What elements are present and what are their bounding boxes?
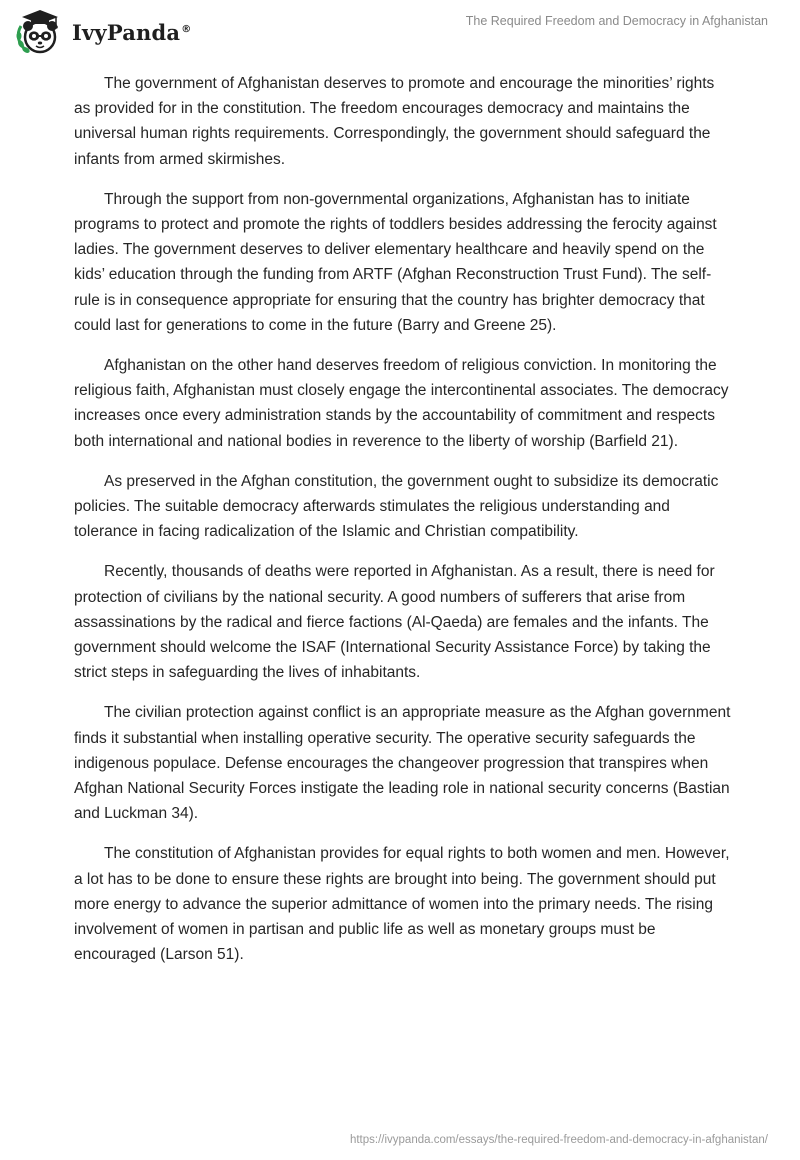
panda-graduate-icon (14, 6, 66, 58)
paragraph: The constitution of Afghanistan provides for equal rights to both women and men. However, a lot has to be done to ensure these rights are brought into being. The government should put more energy to advance the superior admittance of women into the primary needs. The rising involvement of women in partisan and public life as well as monetary groups must be encouraged (Larson 51). (74, 845, 730, 964)
paragraph: The government of Afghanistan deserves to promote and encourage the minorities’ rights as provided for in the constitution. The freedom encourages democracy and maintains the universal human rights requirements. Correspondingly, the government should safeguard the infants from armed skirmishes. (74, 75, 715, 168)
paragraph: Afghanistan on the other hand deserves freedom of religious conviction. In monitoring the religious faith, Afghanistan must closely engage the intercontinental associates. The democracy increases once every administration stands by the accountability of commitment and respects both international and national bodies in reverence to the liberty of worship (Barfield 21). (74, 357, 729, 450)
paragraph: The civilian protection against conflict is an appropriate measure as the Afghan government finds it substantial when installing operative security. The operative security safeguards the indigenous populace. Defense encourages the changeover progression that transpires when Afghan National Security Forces instigate the leading role in national security concerns (Bastian and Luckman 34). (74, 704, 731, 823)
page-header (0, 0, 800, 60)
source-url[interactable]: https://ivypanda.com/essays/the-required-freedom-and-democracy-in-afghanistan/ (349, 1134, 768, 1146)
registered-mark: ® (181, 23, 192, 35)
brand-name-text: IvyPanda (72, 19, 181, 45)
paragraph: As preserved in the Afghan constitution, the government ought to subsidize its democratic policies. The suitable democracy afterwards stimulates the religious understanding and tolerance in facing radicalization of the Islamic and Christian compatibility. (74, 472, 719, 541)
brand-logo[interactable] (14, 6, 191, 58)
brand-name (72, 20, 191, 45)
document-title: The Required Freedom and Democracy in Afghanistan (465, 14, 768, 28)
essay-body (74, 71, 734, 983)
paragraph: Recently, thousands of deaths were reported in Afghanistan. As a result, there is need for protection of civilians by the national security. A good numbers of sufferers that arise from assassinations by the radical and fierce factions (Al-Qaeda) are females and the infants. The government should welcome the ISAF (International Security Assistance Force) by taking the strict steps in safeguarding the lives of inhabitants. (74, 563, 715, 682)
paragraph: Through the support from non-governmental organizations, Afghanistan has to initiate programs to protect and promote the rights of toddlers besides addressing the ferocity against ladies. The government deserves to deliver elementary healthcare and heavily spend on the kids’ education through the funding from ARTF (Afghan Reconstruction Trust Fund). The self-rule is in consequence appropriate for ensuring that the country has brighter democracy that could last for generations to come in the future (Barry and Greene 25). (74, 190, 717, 334)
